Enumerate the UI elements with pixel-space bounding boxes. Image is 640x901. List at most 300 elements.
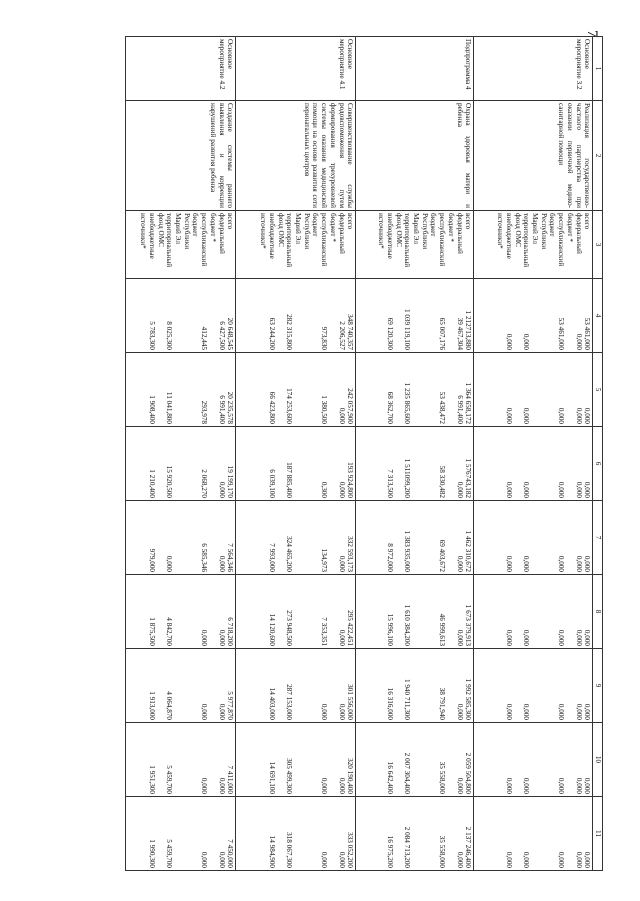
spacer <box>446 503 455 572</box>
value: 1 992 585,300 <box>464 678 473 720</box>
spacer <box>513 725 522 794</box>
value: 0,000 <box>583 629 592 646</box>
value: 0,000 <box>504 481 513 498</box>
value: 53 461,000 <box>583 317 592 350</box>
value: 8 025,300 <box>165 321 174 350</box>
value: 69 403,672 <box>438 539 447 572</box>
spacer <box>548 577 557 646</box>
spacer <box>429 725 438 794</box>
value: 1 383 935,000 <box>403 530 412 572</box>
spacer <box>156 799 165 868</box>
col-header: 8 <box>593 575 603 649</box>
value: 69 120,300 <box>385 317 394 350</box>
row-name: Создание системы раннего выявления и коррекции нарушений развития ребенка <box>126 101 236 211</box>
spacer <box>302 429 311 498</box>
funding-sources <box>126 211 236 279</box>
value: 332 593,173 <box>346 536 355 572</box>
spacer <box>191 281 200 350</box>
spacer <box>530 577 539 646</box>
spacer <box>548 651 557 720</box>
spacer <box>173 503 182 572</box>
value: 2 007 304,400 <box>403 752 412 794</box>
value: 35 558,000 <box>438 835 447 868</box>
spacer <box>208 503 217 572</box>
value: 0,000 <box>522 851 531 868</box>
value: 0,000 <box>522 555 531 572</box>
funding-source-line: внебюджетные <box>267 213 276 259</box>
row-name: Совершенствование службы родовспоможения путем формирования трехуровневой системы оказания медицинской помощи на основе развития сети перинатальных центров <box>236 101 356 211</box>
value: 0,000 <box>522 777 531 794</box>
value: 0,000 <box>200 703 209 720</box>
value: 0,000 <box>557 777 566 794</box>
budget-table <box>125 36 603 871</box>
spacer <box>173 799 182 868</box>
spacer <box>513 577 522 646</box>
value: 2 068,270 <box>200 469 209 498</box>
value: 0,000 <box>583 555 592 572</box>
value: 16 642,400 <box>385 761 394 794</box>
value: 8 972,000 <box>385 543 394 572</box>
spacer <box>539 355 548 424</box>
spacer <box>539 281 548 350</box>
row-code-line: Основное <box>346 39 355 69</box>
value: 187 885,400 <box>285 462 294 498</box>
spacer <box>394 799 403 868</box>
spacer <box>302 799 311 868</box>
value: 1 913,000 <box>147 691 156 720</box>
spacer <box>548 355 557 424</box>
value-cell <box>236 723 356 797</box>
spacer <box>156 577 165 646</box>
col-header: 9 <box>593 649 603 723</box>
value: 58 330,482 <box>438 465 447 498</box>
value: 1 908,400 <box>147 395 156 424</box>
value: 0,000 <box>557 851 566 868</box>
value: 0,000 <box>217 555 226 572</box>
spacer <box>182 577 191 646</box>
value: 0,000 <box>574 555 583 572</box>
spacer <box>302 725 311 794</box>
spacer <box>446 281 455 350</box>
spacer <box>429 651 438 720</box>
spacer <box>429 281 438 350</box>
value: 174 253,600 <box>285 388 294 424</box>
spacer <box>565 725 574 794</box>
spacer <box>411 503 420 572</box>
spacer <box>539 799 548 868</box>
value: 0,000 <box>455 851 464 868</box>
value: 0,000 <box>574 629 583 646</box>
value: 134,973 <box>320 548 329 572</box>
spacer <box>311 725 320 794</box>
spacer <box>208 429 217 498</box>
spacer <box>156 429 165 498</box>
value: 4 842,700 <box>165 617 174 646</box>
spacer <box>446 577 455 646</box>
value: 1 990,300 <box>147 839 156 868</box>
spacer <box>530 725 539 794</box>
value: 0,000 <box>217 703 226 720</box>
spacer <box>311 429 320 498</box>
row-name: Охрана здоровья матери и ребенка <box>356 101 474 211</box>
spacer <box>446 725 455 794</box>
spacer <box>530 281 539 350</box>
value: 16 975,200 <box>385 835 394 868</box>
funding-source-line: республиканский <box>557 213 566 267</box>
row-code <box>474 37 593 101</box>
spacer <box>328 429 337 498</box>
spacer <box>182 651 191 720</box>
value-cell <box>356 353 474 427</box>
spacer <box>328 799 337 868</box>
spacer <box>420 651 429 720</box>
spacer <box>276 355 285 424</box>
spacer <box>420 503 429 572</box>
spacer <box>311 503 320 572</box>
col-header: 10 <box>593 723 603 797</box>
col-header: 3 <box>593 211 603 279</box>
funding-source-line: республиканский <box>438 213 447 267</box>
value: 1 212713,880 <box>464 310 473 350</box>
page-number: 7 <box>584 30 600 38</box>
spacer <box>293 651 302 720</box>
value: 1 364 658,172 <box>464 382 473 424</box>
spacer <box>173 651 182 720</box>
value: 14 984,900 <box>267 835 276 868</box>
value: 0,000 <box>455 555 464 572</box>
value: 0,000 <box>320 703 329 720</box>
spacer <box>411 799 420 868</box>
value: 193 924,800 <box>346 462 355 498</box>
value-cell <box>474 575 593 649</box>
value: 0,000 <box>522 703 531 720</box>
value: 1 235 865,600 <box>403 382 412 424</box>
spacer <box>276 799 285 868</box>
funding-source-line: Марий Эл <box>531 213 540 244</box>
value: 0,300 <box>320 481 329 498</box>
value: 6 991,400 <box>455 395 464 424</box>
value: 0,000 <box>557 629 566 646</box>
value-cell <box>236 649 356 723</box>
value: 0,000 <box>337 555 346 572</box>
value-cell <box>474 279 593 353</box>
value: 1 576743,182 <box>464 458 473 498</box>
spacer <box>565 503 574 572</box>
value-cell <box>126 427 236 501</box>
value-cell <box>356 279 474 353</box>
row-code <box>236 37 356 101</box>
value: 7 564,346 <box>226 543 235 572</box>
value: 19 199,170 <box>226 465 235 498</box>
spacer <box>276 503 285 572</box>
value: 6 991,400 <box>217 395 226 424</box>
value-cell <box>236 427 356 501</box>
value-cell <box>126 723 236 797</box>
value: 0,000 <box>583 851 592 868</box>
value: 301 556,000 <box>346 684 355 720</box>
funding-source-line: Марий Эл <box>174 213 183 244</box>
spacer <box>182 725 191 794</box>
spacer <box>446 651 455 720</box>
spacer <box>156 651 165 720</box>
value: 979,000 <box>147 548 156 572</box>
spacer <box>302 281 311 350</box>
table-row <box>356 37 474 871</box>
value: 0,000 <box>165 555 174 572</box>
spacer <box>182 281 191 350</box>
row-code-line: мероприятие 3.2 <box>574 39 583 90</box>
row-code-line: Подпрограмма 4 <box>464 39 473 90</box>
col-header: 6 <box>593 427 603 501</box>
spacer <box>293 355 302 424</box>
funding-source-line: территориальный <box>522 213 531 268</box>
spacer <box>302 577 311 646</box>
spacer <box>276 725 285 794</box>
spacer <box>293 503 302 572</box>
value: 0,000 <box>583 777 592 794</box>
funding-source-line: фонд ОМС <box>276 213 285 247</box>
funding-source-line: федеральный <box>455 213 464 254</box>
spacer <box>311 577 320 646</box>
spacer <box>565 429 574 498</box>
funding-source-line: территориальный <box>285 213 294 268</box>
spacer <box>302 355 311 424</box>
funding-source-line: всего <box>346 213 355 230</box>
value: 348 740,357 <box>346 314 355 350</box>
spacer <box>539 725 548 794</box>
spacer <box>513 503 522 572</box>
col-header: 4 <box>593 279 603 353</box>
spacer <box>530 503 539 572</box>
spacer <box>513 429 522 498</box>
value: 0,000 <box>337 851 346 868</box>
spacer <box>539 429 548 498</box>
row-name: Реализация государственно-частного партнерства при оказании первичной медико-санитарной помощи <box>474 101 593 211</box>
spacer <box>565 799 574 868</box>
value: 0,000 <box>557 555 566 572</box>
spacer <box>191 651 200 720</box>
value: 0,000 <box>557 703 566 720</box>
spacer <box>530 355 539 424</box>
value: 68 362,700 <box>385 391 394 424</box>
value: 46 999,613 <box>438 613 447 646</box>
value: 65 007,176 <box>438 317 447 350</box>
value-cell <box>236 279 356 353</box>
spacer <box>420 799 429 868</box>
value: 0,000 <box>200 851 209 868</box>
value: 5 977,870 <box>226 691 235 720</box>
value: 1 039 119,100 <box>403 308 412 350</box>
value: 53 461,000 <box>557 317 566 350</box>
value: 0,000 <box>200 777 209 794</box>
funding-source-line: бюджет * <box>208 213 217 242</box>
spacer <box>513 651 522 720</box>
col-header: 7 <box>593 501 603 575</box>
value: 0,000 <box>455 481 464 498</box>
rotated-table-page <box>115 36 603 870</box>
value: 295 422,451 <box>346 610 355 646</box>
col-header: 5 <box>593 353 603 427</box>
spacer <box>446 799 455 868</box>
value-cell <box>356 575 474 649</box>
spacer <box>420 429 429 498</box>
value: 7 450,000 <box>226 839 235 868</box>
value: 0,000 <box>455 629 464 646</box>
funding-source-line: федеральный <box>337 213 346 254</box>
value: 287 153,000 <box>285 684 294 720</box>
spacer <box>429 577 438 646</box>
spacer <box>420 281 429 350</box>
spacer <box>276 429 285 498</box>
spacer <box>191 577 200 646</box>
spacer <box>411 429 420 498</box>
value: 16 316,000 <box>385 687 394 720</box>
table-row <box>474 37 593 871</box>
value-cell <box>474 797 593 871</box>
spacer <box>394 503 403 572</box>
spacer <box>394 725 403 794</box>
spacer <box>191 429 200 498</box>
spacer <box>328 577 337 646</box>
value: 1 673 379,913 <box>464 604 473 646</box>
funding-source-line: источники* <box>496 213 505 249</box>
value: 0,000 <box>504 851 513 868</box>
value: 2 059 504,800 <box>464 752 473 794</box>
spacer <box>302 503 311 572</box>
spacer <box>182 799 191 868</box>
value: 324 465,200 <box>285 536 294 572</box>
value: 14 691,100 <box>267 761 276 794</box>
value: 1 610 384,200 <box>403 604 412 646</box>
funding-sources <box>236 211 356 279</box>
funding-source-line: Республики <box>182 213 191 250</box>
value-cell <box>126 279 236 353</box>
spacer <box>208 281 217 350</box>
funding-source-line: источники* <box>139 213 148 249</box>
value: 1 462 310,672 <box>464 530 473 572</box>
value: 0,000 <box>504 777 513 794</box>
value-cell <box>474 649 593 723</box>
funding-source-line: федеральный <box>217 213 226 254</box>
value: 0,000 <box>574 777 583 794</box>
spacer <box>191 503 200 572</box>
spacer <box>182 355 191 424</box>
value: 0,000 <box>574 333 583 350</box>
value: 39 467,304 <box>455 317 464 350</box>
spacer <box>548 281 557 350</box>
funding-source-line: внебюджетные <box>504 213 513 259</box>
value: 6 718,200 <box>226 617 235 646</box>
spacer <box>539 503 548 572</box>
spacer <box>530 799 539 868</box>
value: 0,000 <box>504 555 513 572</box>
value: 318 067,300 <box>285 832 294 868</box>
header-row <box>593 37 603 871</box>
value: 0,000 <box>574 703 583 720</box>
spacer <box>173 577 182 646</box>
value: 7 993,000 <box>267 543 276 572</box>
value-cell <box>356 427 474 501</box>
spacer <box>276 577 285 646</box>
spacer <box>539 651 548 720</box>
value-cell <box>236 797 356 871</box>
value-cell <box>356 797 474 871</box>
spacer <box>420 577 429 646</box>
funding-source-line: внебюджетные <box>385 213 394 259</box>
funding-source-line: бюджет <box>548 213 557 237</box>
value: 6 427,500 <box>217 321 226 350</box>
funding-source-line: бюджет * <box>565 213 574 242</box>
spacer <box>182 503 191 572</box>
spacer <box>208 577 217 646</box>
funding-source-line: территориальный <box>165 213 174 268</box>
col-header: 1 <box>593 37 603 101</box>
spacer <box>208 725 217 794</box>
value: 0,000 <box>504 333 513 350</box>
value: 0,000 <box>557 481 566 498</box>
value-cell <box>474 723 593 797</box>
value: 282 315,800 <box>285 314 294 350</box>
value: 0,000 <box>217 777 226 794</box>
funding-source-line: Марий Эл <box>294 213 303 244</box>
row-code <box>356 37 474 101</box>
spacer <box>173 429 182 498</box>
spacer <box>394 577 403 646</box>
spacer <box>328 725 337 794</box>
value: 0,000 <box>574 851 583 868</box>
value: 1 380,500 <box>320 395 329 424</box>
col-header: 2 <box>593 101 603 211</box>
value: 15 920,500 <box>165 465 174 498</box>
value: 0,000 <box>583 407 592 424</box>
value: 0,000 <box>337 407 346 424</box>
value: 305 499,300 <box>285 758 294 794</box>
spacer <box>276 281 285 350</box>
value: 0,000 <box>504 407 513 424</box>
value-cell <box>474 353 593 427</box>
spacer <box>173 725 182 794</box>
spacer <box>328 281 337 350</box>
spacer <box>530 429 539 498</box>
value: 0,000 <box>337 481 346 498</box>
row-code-line: мероприятие 4.2 <box>217 39 226 90</box>
value-cell <box>236 575 356 649</box>
spacer <box>429 429 438 498</box>
value: 35 558,000 <box>438 761 447 794</box>
value: 1 511099,200 <box>403 458 412 498</box>
spacer <box>293 725 302 794</box>
value: 0,000 <box>574 407 583 424</box>
value: 14 403,000 <box>267 687 276 720</box>
value: 38 791,940 <box>438 687 447 720</box>
funding-source-line: бюджет <box>191 213 200 237</box>
spacer <box>394 281 403 350</box>
funding-source-line: источники* <box>259 213 268 249</box>
spacer <box>173 355 182 424</box>
funding-source-line: всего <box>226 213 235 230</box>
value: 5 459,700 <box>165 765 174 794</box>
value: 0,000 <box>455 703 464 720</box>
value: 7 411,000 <box>226 765 235 794</box>
funding-source-line: Марий Эл <box>412 213 421 244</box>
value: 5 783,300 <box>147 321 156 350</box>
value: 4 064,870 <box>165 691 174 720</box>
value-cell <box>126 797 236 871</box>
spacer <box>276 651 285 720</box>
spacer <box>311 799 320 868</box>
spacer <box>429 503 438 572</box>
value: 0,000 <box>574 481 583 498</box>
